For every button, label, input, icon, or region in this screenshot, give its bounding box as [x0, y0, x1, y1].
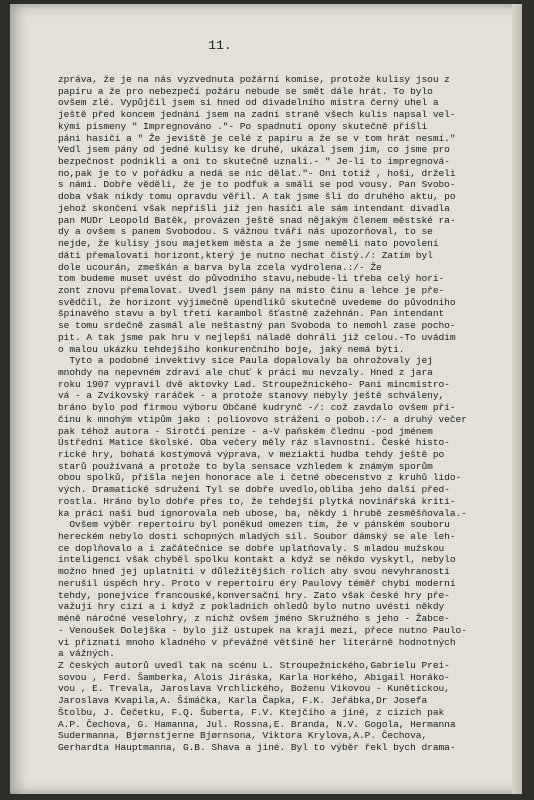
text-line: važují hry cizí a i když z pokladních ohledů bylo nutno uvésti někdy — [58, 601, 445, 613]
document-page — [10, 4, 522, 794]
text-line: páni hasiči a " Že jeviště je celé z papíru a že se v tom hrát nesmí." — [58, 132, 456, 144]
text-line: ka práci naší bud ignorovala neb ubose, ba, někdy i hrubě zesměšňovala.- — [58, 507, 467, 519]
text-line: špinavého stavu a byl třetí karambol šťastně zažehnán. Pan intendant — [58, 308, 445, 320]
text-line: svědčil, že horizont výjimečně úpendlíků skutečně uvedeme do původního — [58, 296, 456, 308]
text-line: Ovšem výběr repertoiru byl poněkud omezen tím, že v pánském souboru — [58, 519, 450, 531]
page-edge — [512, 4, 522, 794]
text-line: bezpečnost podnikli a oni to skutečně uznali.- " Je-li to impregnová- — [58, 156, 450, 168]
text-line: Štolbu, J. Čečetku, F.Q. Šuberta, F.V. Ktejčího a jiné, z cizích pak — [58, 706, 445, 718]
text-line: kými písmeny " Impregnováno ."- Po spadnutí opony skutečně přišli — [58, 120, 428, 132]
text-line: pak téhož autora - Sirotčí peníze - a-V paňském člednu -pod jménem — [58, 425, 433, 437]
text-line: inteligencí však chyběl spolku kontakt a když se někdo vyskytl, nebylo — [58, 554, 456, 566]
text-line: ovšem zlé. Vypůjčil jsem si hned od divadelního mistra černý uhel a — [58, 97, 439, 109]
text-line: rické hry, bohatá kostýmová výprava, v meziaktí hudba tehdy ještě po — [58, 449, 445, 460]
text-line: - Venoušek Dolejška - bylo již ústupek na kraji mezí, přece nutno Paulo- — [58, 624, 467, 636]
text-line: Ústřední Matice školské. Oba večery měly ráz slavnostní. České histo- — [58, 437, 450, 449]
text-line: nerušil úspěch hry. Proto v repertoiru éry Paulovy téměř chybí moderní — [58, 577, 456, 589]
text-line: Jaroslava Kvapila,A. Šimáčka, Karla Čapka, F.K. Jeřábka,Dr Josefa — [58, 695, 428, 707]
text-line: papíru a že pro nebezpečí požáru nebude se smět dále hrát. To bylo — [58, 85, 433, 97]
text-line: rostla. Hráno bylo dobře přes to, že tehdejší plytká novinářská kriti- — [58, 495, 456, 507]
text-line: pan MUDr Leopold Batěk, provázen ještě snad nějakým členem městské ra- — [58, 214, 456, 226]
text-line: ce doplňovalo a i začátečnice se dobře uplatňovaly. S mladou mužskou — [58, 542, 445, 554]
text-line: hereckém nebylo dosti schopných mladých sil. Soubor dámský se ale leh- — [58, 531, 456, 543]
text-line: zpráva, že je na nás vyzvednuta požární komise, protože kulisy jsou z — [58, 74, 450, 85]
text-line: méně náročné veselohry, z nichž ovšem jméno Skružného s jeho - Žabce- — [58, 613, 450, 625]
text-line: ještě před koncem jednání jsem na zadní straně všech kulis napsal vel- — [58, 109, 456, 121]
text-line: Gerhardta Hauptmanna, G.B. Shava a jiné. Byl to výběr řekl bych drama- — [58, 741, 456, 753]
text-line: vá - a Zvíkovský raráček - a protože stanovy nebyly ještě schváleny, — [58, 390, 445, 402]
text-line: sovou , Ferd. Šamberka, Alois Jiráska, Karla Horkého, Abigail Horáko- — [58, 671, 450, 683]
text-line: s námi. Dobře věděli, že je to podfuk a smáli se pod vousy. Pan Svobo- — [58, 179, 456, 191]
text-line: vi přiznati mnoho kladného v převážné většině her literárně hodnotných — [58, 636, 456, 648]
text-line: bráno bylo pod firmou výboru Občané kudrynč -/: což zavdalo ovšem pří- — [58, 402, 456, 414]
text-line: o malou ukázku tehdejšího konkurenčního boje, jaký nemá býti. — [58, 343, 405, 355]
text-line: Z českých autorů uvedl tak na scénu L. Stroupežnického,Gabrielu Prei- — [58, 659, 450, 671]
text-line: obou spolků, přišla nejen honorace ale i četné obecenstvo z kruhů lido- — [58, 472, 462, 484]
text-line: dáti přemalovati horizont,který je nutno nechat čistý./: Zatím byl — [58, 249, 433, 261]
text-line: mnohdy na nepevném zdraví ale chuť k práci mu nevzaly. Hned z jara — [58, 366, 433, 378]
text-line: jehož skončení však nepřišli již jen hasiči ale sám intendant divadla — [58, 202, 450, 214]
text-line: Tyto a podobné invektivy sice Paula dopalovaly ba ohrožovaly jej — [58, 355, 433, 367]
body-text — [58, 74, 506, 790]
page-number: 11. — [208, 38, 232, 53]
text-line: dole ucourán, zmeškán a barva byla zcela vydrolena.:/- Že — [58, 261, 382, 273]
text-line: no,pak je to v pořádku a nedá se nic dělat."- Oni totiž , hoši, drželi — [58, 167, 456, 179]
text-line: pit. A tak jsme pak hru v nejlepší náladě dohráli již celou.-To uvádím — [58, 331, 456, 343]
text-line: činu k mnohým vtipům jako : poliovovo strážení o pobob.:/- a druhý večer — [58, 413, 467, 425]
text-line: tom budeme muset uvést do původního stavu,nebude-li třeba celý hori- — [58, 273, 445, 285]
text-line: vých. Dramatické sdružení Tyl se dobře uvedlo,oblíba jeho další před- — [58, 484, 450, 496]
text-line: A.P. Čechova, G. Hamanna, Jul. Rossna,E. Branda, N.V. Gogola, Hermanna — [58, 718, 456, 730]
text-line: dy a ovšem s panem Svobodou. S vážnou tváří nás upozorňoval, to se — [58, 226, 433, 238]
text-line: Sudermanna, Bjørnstjerne Bjørnsona, Viktora Krylova,A.P. Čechova, — [58, 730, 428, 742]
text-line: a vážných. — [58, 648, 115, 660]
text-line: vou , E. Trevala, Jaroslava Vrchlického, Boženu Vikovou - Kunětickou, — [58, 683, 450, 695]
text-line: zont znovu přemalovat. Uvedl jsem pány na místo činu a lehce je pře- — [58, 284, 445, 296]
text-line: nejde, že kulisy jsou majetkem města a že jsme neměli nato povolení — [58, 238, 439, 250]
text-line: starů používaná a protože to byla sensace vzhledem k známým sporům — [58, 460, 433, 472]
text-line: možno hned jej uplatniti v důležitějších rolích aby svou nevyhraností — [58, 566, 450, 578]
text-line: Vedl jsem pány od jedné kulisy ke druhé, ukázal jsem jim, co jsme pro — [58, 144, 450, 156]
text-line: tehdy, ponejvíce francouské,konversační hry. Zato však české hry pře- — [58, 589, 450, 601]
text-line: se tomu srdečně zasmál ale neštastný pan Svoboda to nemohl zase pocho- — [58, 320, 456, 332]
text-line: roku 1907 vypravil dvě aktovky Lad. Stroupežnického- Paní mincmistro- — [58, 378, 450, 390]
text-line: doba však nikdy tomu opravdu věřil. A tak jsme šli do druhého aktu, po — [58, 191, 456, 203]
